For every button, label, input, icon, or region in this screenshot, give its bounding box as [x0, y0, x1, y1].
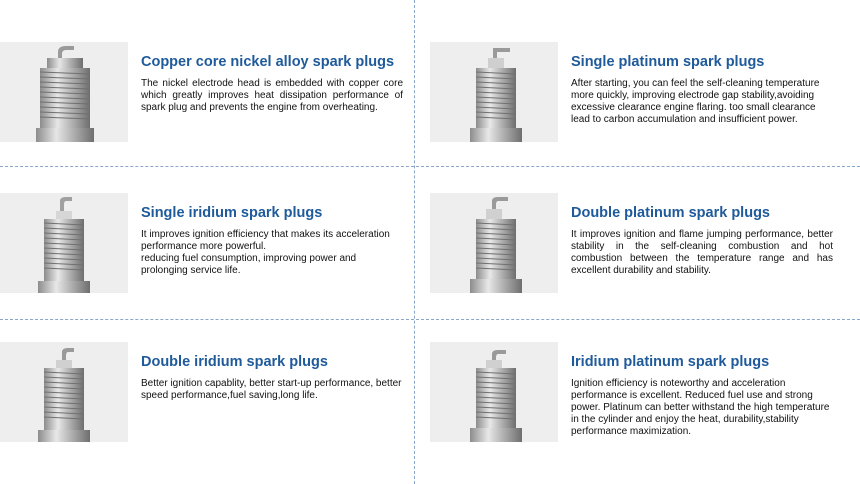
product-description: The nickel electrode head is embedded with copper core which greatly improves heat dissipation performance of spark plug and prevents the engine from overheating. [141, 78, 403, 113]
product-card-double-platinum [430, 193, 833, 293]
product-card-double-iridium [0, 342, 400, 442]
product-description: Ignition efficiency is noteworthy and acceleration performance is excellent. Reduced fuel use and strong power. Platinum can better withstand the high temperature in the cylinder and enjoy the heat, durability,stability performance maximization. [571, 378, 830, 437]
product-title: Iridium platinum spark plugs [571, 354, 770, 370]
horizontal-divider-top [0, 166, 860, 167]
iridium-platinum-spark-plug-image [430, 342, 558, 442]
single-platinum-spark-plug-image [430, 42, 558, 142]
product-description: It improves ignition efficiency that makes its acceleration performance more powerful. reducing fuel consumption, improving power and prolonging service life. [141, 229, 390, 276]
product-description: It improves ignition and flame jumping performance, better stability in the self-cleaning combustion and hot combustion between the temperature range and has excellent durability and stability. [571, 229, 833, 276]
product-card-copper-core [0, 42, 403, 142]
copper-core-spark-plug-image [0, 42, 128, 142]
double-iridium-spark-plug-image [0, 342, 128, 442]
product-title: Copper core nickel alloy spark plugs [141, 54, 395, 70]
horizontal-divider-bottom [0, 319, 860, 320]
product-card-single-platinum [430, 42, 830, 142]
product-card-iridium-platinum [430, 342, 830, 442]
product-title: Double iridium spark plugs [141, 354, 328, 370]
product-title: Single iridium spark plugs [141, 205, 323, 221]
product-title: Double platinum spark plugs [571, 205, 770, 221]
double-platinum-spark-plug-image [430, 193, 558, 293]
product-description: Better ignition capablity, better start-up performance, better speed performance,fuel saving,long life. [141, 378, 402, 401]
single-iridium-spark-plug-image [0, 193, 128, 293]
product-description: After starting, you can feel the self-cleaning temperature more quickly, improving electrode gap stability,avoiding excessive clearance engine flaring. too small clearance lead to carbon accumulation and insufficient power. [571, 78, 820, 125]
product-title: Single platinum spark plugs [571, 54, 765, 70]
product-card-single-iridium [0, 193, 400, 293]
vertical-divider [414, 0, 415, 484]
